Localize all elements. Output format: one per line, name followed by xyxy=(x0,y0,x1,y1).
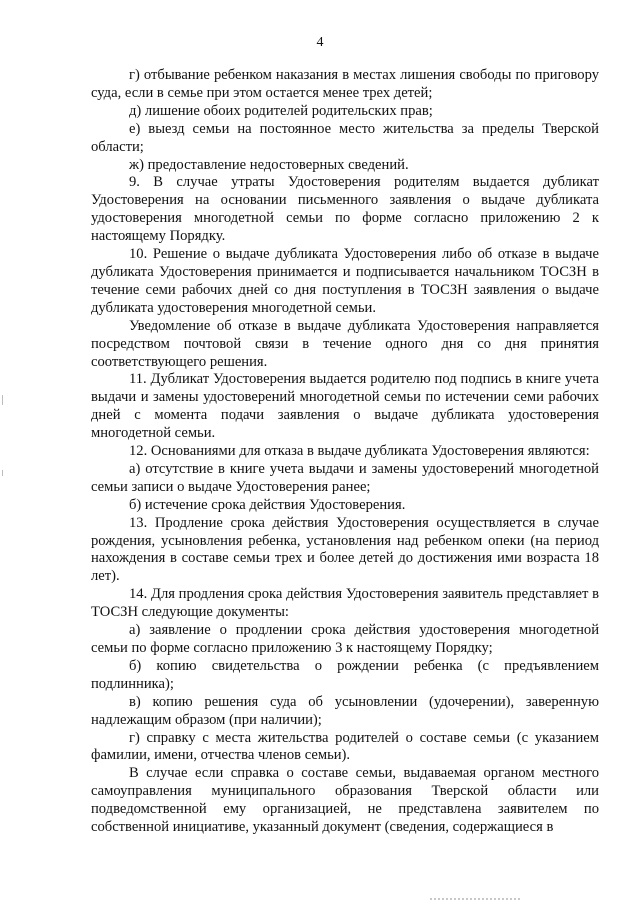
paragraph-refusal-notice: Уведомление об отказе в выдаче дубликата Удостоверения направляется посредством почтовой связи в течение одного дня со дня принятия соответствующего решения. xyxy=(91,317,599,370)
paragraph-item-d: д) лишение обоих родителей родительских прав; xyxy=(129,102,433,119)
page-number: 4 xyxy=(316,35,324,50)
document-body xyxy=(91,67,599,837)
paragraph-clause-14-a: а) заявление о продлении срока действия удостоверения многодетной семьи по форме согласно приложению 3 к настоящему Порядку; xyxy=(91,622,599,656)
paragraph-clause-14: 14. Для продления срока действия Удостоверения заявитель представляет в ТОСЗН следующие документы: xyxy=(91,586,599,621)
paragraph-clause-11: 11. Дубликат Удостоверения выдается родителю под подпись в книге учета выдачи и замены удостоверений многодетной семьи по истечении семи рабочих дней с момента подачи заявления о выдаче дубликата удостоверения многодетной семьи. xyxy=(91,371,599,442)
scan-artifact-mark xyxy=(2,395,3,405)
paragraph-clause-10: 10. Решение о выдаче дубликата Удостоверения либо об отказе в выдаче дубликата Удостоверения принимается и подписывается начальником ТОСЗН в течение семи рабочих дней со дня поступления в ТОСЗН заявления о выдаче дубликата удостоверения многодетной семьи. xyxy=(91,246,599,316)
paragraph-item-zh: ж) предоставление недостоверных сведений. xyxy=(129,156,409,173)
scan-artifact-dots xyxy=(430,898,520,903)
paragraph-item-g: г) отбывание ребенком наказания в местах лишения свободы по приговору суда, если в семье при этом остается менее трех детей; xyxy=(91,67,599,101)
paragraph-clause-12-b: б) истечение срока действия Удостоверения. xyxy=(129,496,406,513)
paragraph-clause-13: 13. Продление срока действия Удостоверения осуществляется в случае рождения, усыновления ребенка, установления над ребенком опеки (на период нахождения в составе семьи трех и более детей до достижения ими возраста 18 лет). xyxy=(91,514,599,585)
paragraph-family-certificate: В случае если справка о составе семьи, выдаваемая органом местного самоуправления муниципального образования Тверской области или подведомственной ему организацией, не представлена заявителем по собственной инициативе, указанный документ (сведения, содержащиеся в xyxy=(91,765,599,836)
paragraph-item-e: е) выезд семьи на постоянное место жительства за пределы Тверской области; xyxy=(91,120,599,155)
paragraph-clause-14-g: г) справку с места жительства родителей о составе семьи (с указанием фамилии, имени, отчества членов семьи). xyxy=(91,729,599,764)
paragraph-clause-12: 12. Основаниями для отказа в выдаче дубликата Удостоверения являются: xyxy=(129,443,590,460)
paragraph-clause-9: 9. В случае утраты Удостоверения родителям выдается дубликат Удостоверения на основании письменного заявления о выдаче дубликата удостоверения многодетной семьи по форме согласно приложению 2 к настоящему Порядку. xyxy=(91,174,599,245)
paragraph-clause-14-v: в) копию решения суда об усыновлении (удочерении), заверенную надлежащим образом (при наличии); xyxy=(91,693,599,728)
paragraph-clause-12-a: а) отсутствие в книге учета выдачи и замены удостоверений многодетной семьи записи о выдаче Удостоверения ранее; xyxy=(91,460,599,495)
paragraph-clause-14-b: б) копию свидетельства о рождении ребенка (с предъявлением подлинника); xyxy=(91,657,599,692)
scan-artifact-mark xyxy=(2,470,3,476)
